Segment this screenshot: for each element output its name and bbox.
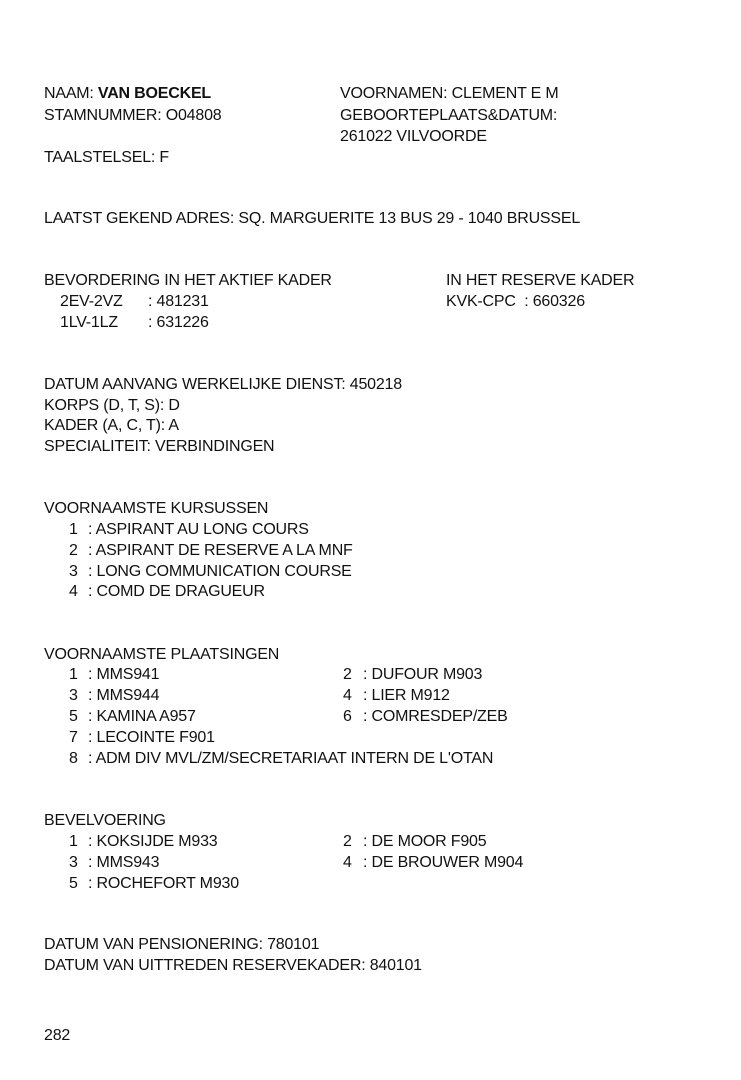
list-item: : ASPIRANT DE RESERVE A LA MNF <box>88 542 353 559</box>
active-date: : 481231 <box>148 293 209 310</box>
naam-label: NAAM: <box>44 85 98 102</box>
list-item: : COMD DE DRAGUEUR <box>88 583 265 600</box>
list-item-num: 5 <box>69 875 78 892</box>
list-item: : ADM DIV MVL/ZM/SECRETARIAAT INTERN DE L'OTAN <box>88 750 494 767</box>
list-item: : KAMINA A957 <box>88 708 196 725</box>
list-item-num: 4 <box>69 583 78 600</box>
stamnummer-line: STAMNUMMER: O04808 <box>44 107 222 124</box>
taalstelsel-line: TAALSTELSEL: F <box>44 149 169 166</box>
list-item-num: 3 <box>69 687 78 704</box>
list-item: : LECOINTE F901 <box>88 729 215 746</box>
list-item-num: 5 <box>69 708 78 725</box>
reserve-row: KVK-CPC : 660326 <box>446 293 585 310</box>
specialiteit-line: SPECIALITEIT: VERBINDINGEN <box>44 438 275 455</box>
active-rank: 2EV-2VZ <box>60 293 123 310</box>
uittreden-line: DATUM VAN UITTREDEN RESERVEKADER: 840101 <box>44 957 422 974</box>
list-item-num: 4 <box>343 854 352 871</box>
list-item-num: 2 <box>69 542 78 559</box>
voornamen-line: VOORNAMEN: CLEMENT E M <box>340 85 559 102</box>
list-item-num: 7 <box>69 729 78 746</box>
list-item-num: 8 <box>69 750 78 767</box>
list-item-num: 1 <box>69 521 78 538</box>
naam-line <box>44 84 211 104</box>
kursussen-title: VOORNAAMSTE KURSUSSEN <box>44 500 269 517</box>
list-item: : LONG COMMUNICATION COURSE <box>88 563 352 580</box>
korps-line: KORPS (D, T, S): D <box>44 397 180 414</box>
kader-line: KADER (A, C, T): A <box>44 417 179 434</box>
list-item: : LIER M912 <box>363 687 450 704</box>
list-item: : DE MOOR F905 <box>363 833 487 850</box>
list-item-num: 6 <box>343 708 352 725</box>
list-item: : ASPIRANT AU LONG COURS <box>88 521 309 538</box>
list-item-num: 3 <box>69 563 78 580</box>
list-item: : MMS941 <box>88 666 160 683</box>
list-item: : MMS943 <box>88 854 160 871</box>
bevordering-active-title: BEVORDERING IN HET AKTIEF KADER <box>44 272 332 289</box>
bevordering-reserve-title: IN HET RESERVE KADER <box>446 272 635 289</box>
geboorte-value: 261022 VILVOORDE <box>340 128 487 145</box>
list-item-num: 2 <box>343 666 352 683</box>
list-item: : COMRESDEP/ZEB <box>363 708 508 725</box>
list-item-num: 3 <box>69 854 78 871</box>
list-item-num: 2 <box>343 833 352 850</box>
list-item: : DUFOUR M903 <box>363 666 483 683</box>
bevelvoering-title: BEVELVOERING <box>44 812 166 829</box>
naam-value: VAN BOECKEL <box>97 85 211 102</box>
page-number: 282 <box>44 1027 71 1044</box>
list-item-num: 4 <box>343 687 352 704</box>
aanvang-line: DATUM AANVANG WERKELIJKE DIENST: 450218 <box>44 376 402 393</box>
list-item: : KOKSIJDE M933 <box>88 833 218 850</box>
active-rank: 1LV-1LZ <box>60 314 118 331</box>
adres-line: LAATST GEKEND ADRES: SQ. MARGUERITE 13 BUS 29 - 1040 BRUSSEL <box>44 210 581 227</box>
list-item-num: 1 <box>69 833 78 850</box>
plaatsingen-title: VOORNAAMSTE PLAATSINGEN <box>44 646 280 663</box>
list-item: : DE BROUWER M904 <box>363 854 524 871</box>
pensionering-line: DATUM VAN PENSIONERING: 780101 <box>44 936 320 953</box>
active-date: : 631226 <box>148 314 209 331</box>
geboorte-label: GEBOORTEPLAATS&DATUM: <box>340 107 558 124</box>
list-item: : MMS944 <box>88 687 160 704</box>
list-item-num: 1 <box>69 666 78 683</box>
list-item: : ROCHEFORT M930 <box>88 875 239 892</box>
